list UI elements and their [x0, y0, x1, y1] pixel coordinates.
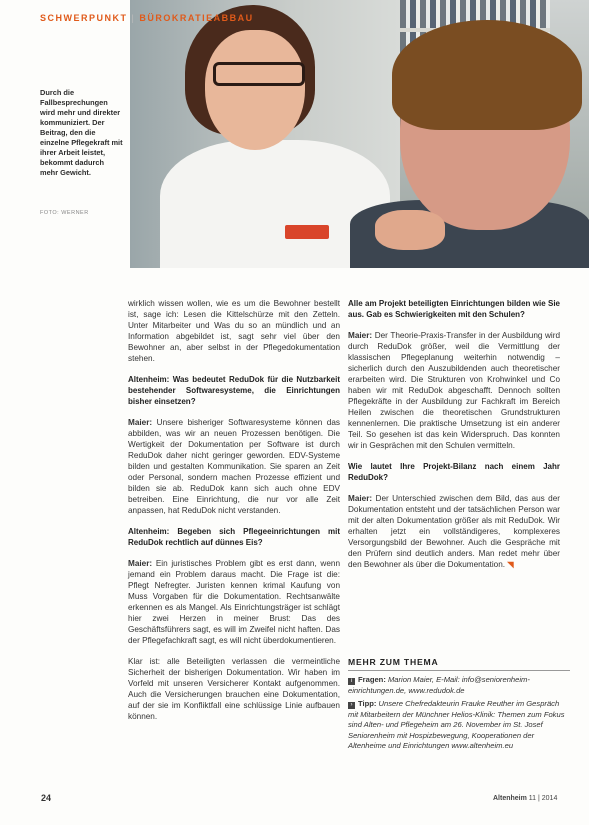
- section-label: SCHWERPUNKT: [40, 13, 128, 23]
- answer-text: Unsere bisheriger Softwaresysteme können das abbilden, was wir an neuen Prozessen benötigen. Die Wertigkeit der Dokumentation per Software ist durch ReduDok daher nicht geringer geworden. EDV-Systeme bilden und gestalten Kommunikation. Sie sparen an Zeit oder Personal, sondern machen Prozesse effizient und bilden sie ab. ReduDok kann sich auch ohne EDV betreiben. Eine Einrichtung, die nur vor alle Zeit anpassen, hat ReduDok nicht verstanden.: [128, 418, 340, 515]
- tip-icon: ›: [348, 702, 355, 709]
- photo-name-badge: [285, 225, 329, 239]
- photo-hands: [375, 210, 445, 250]
- answer-text: Ein juristisches Problem gibt es erst dann, wenn jemand ein Problem daraus macht. Die Frage ist die: Pflegt Nefregter. Juristen kennen krimal Kaufung von Muss Vorgaben für die Dokumentation. Rechtsanwälte erkennen es als Mangel. Als Einrichtungsträger ist schlägt hier zwei Herzen in meiner Brust: Das des Geschäftsführers sagt, es will im Zweifel nicht haften. Das der Pflegefachkraft sagt, es will nicht überdokumentieren.: [128, 559, 340, 645]
- more-item-label: Fragen:: [358, 675, 386, 684]
- answer-speaker: Maier:: [348, 494, 373, 503]
- interview-question: Wie lautet Ihre Projekt-Bilanz nach einem Jahr ReduDok?: [348, 462, 560, 482]
- article-end-mark: ◥: [507, 560, 514, 569]
- interview-question: Alle am Projekt beteiligten Einrichtungen bilden wie Sie aus. Gab es Schwierigkeiten mit den Schulen?: [348, 299, 560, 319]
- more-item-questions: [348, 675, 570, 696]
- more-item-text: Unsere Chefredakteurin Frauke Reuther im Gespräch mit Mitarbeitern der Münchner Helios-Klinik: Themen zum Fokus sind Alten- und Pflegeheim am 26. November im St. Josef Seniorenheim mit Hospizbewegung, Kooperationen der Altenheime und Einrichtungen www.altenheim.eu: [348, 699, 565, 750]
- answer-text: Der Theorie-Praxis-Transfer in der Ausbildung wird durch ReduDok größer, weil die Vermittlung der klassischen Pflegeplanung weiterhin notwendig – sicherlich durch den Auszubildenden auch theoretischer erarbeiten wird. Die Strukturen von Krohwinkel und Co haben wir mit ReduDok abgeschafft. Dennoch sollten Pflegekräfte in der Ausbildung zur Fachkraft im Bereich Heilen zwischen die theoretischen Grundstrukturen kennenlernen. Die praktische Umsetzung ist ein anderer Teil. So gesehen ist das kein Widerspruch. Das konnten wir in Gesprächen mit den Schulen vermitteln.: [348, 331, 560, 450]
- photo-caption: Durch die Fallbesprechungen wird mehr und direkter kommuniziert. Der Beitrag, den die einzelne Pflegekraft mit ihrer Arbeit leistet, bekommt dadurch mehr Gewicht.: [40, 88, 123, 177]
- article-column-left: [128, 298, 340, 732]
- article-photo: [130, 0, 589, 268]
- more-on-topic-box: [348, 657, 570, 755]
- interview-question: Altenheim: Begeben sich Pflegeeinrichtungen mit ReduDok rechtlich auf dünnes Eis?: [128, 527, 340, 547]
- footer-issue: [493, 795, 557, 802]
- answer-speaker: Maier:: [128, 559, 153, 568]
- photo-credit: FOTO: WERNER: [40, 210, 89, 216]
- interview-answer: [348, 330, 560, 451]
- more-item-text: Marion Maier, E-Mail: info@seniorenheim-einrichtungen.de, www.redudok.de: [348, 675, 530, 695]
- page-number: 24: [41, 793, 52, 803]
- header-separator: |: [131, 13, 136, 23]
- interview-answer: [348, 493, 560, 570]
- interview-answer: [128, 417, 340, 516]
- article-column-right: [348, 298, 560, 580]
- photo-nurse-face: [205, 30, 305, 150]
- answer-speaker: Maier:: [348, 331, 373, 340]
- more-item-label: Tipp:: [358, 699, 377, 708]
- interview-answer: [128, 558, 340, 646]
- photo-nurse-glasses: [213, 62, 305, 86]
- issue-number: 11 | 2014: [528, 795, 558, 802]
- more-item-tip: [348, 699, 570, 752]
- photo-man-hair: [392, 20, 582, 130]
- more-on-topic-title: MEHR ZUM THEMA: [348, 657, 570, 671]
- paragraph: Klar ist: alle Beteiligten verlassen die vermeintliche Sicherheit der bisherigen Dokumentation. Wir haben im Vorfeld mit unseren Versicherer Kontakt aufgenommen. Auch die Versicherungen brauchen eine Dokumentation, auf der sie im Konfliktfall eine schlüssige Linie aufbauen können.: [128, 657, 340, 721]
- magazine-name: Altenheim: [493, 795, 527, 802]
- answer-speaker: Maier:: [128, 418, 153, 427]
- paragraph: wirklich wissen wollen, wie es um die Bewohner bestellt ist, sage ich: Lesen die Kittelschürze mit den Zetteln. Unter Mitarbeiter und Was du so an mündlich und an Information abgebildet ist, sagt sehr viel über den Bewohner an, aber selbst in der Pflegedokumentation stehen.: [128, 299, 340, 363]
- section-header: [40, 13, 254, 23]
- info-icon: i: [348, 678, 355, 685]
- section-topic: BÜROKRATIEABBAU: [139, 13, 254, 23]
- answer-text: Der Unterschied zwischen dem Bild, das aus der Dokumentation entsteht und der tatsächlichen Person war mit der alten Dokumentation größer als mit ReduDok. Wir erhalten jetzt ein vollständigeres, komplexeres Versorgungsbild der Bewohner. Auch die Gespräche mit den Prüfern sind deutlich anders. Man redet mehr über den Bewohner als über die Dokumentation.: [348, 494, 560, 569]
- interview-question: Altenheim: Was bedeutet ReduDok für die Nutzbarkeit bestehender Softwaresysteme, die Einrichtungen bisher einsetzen?: [128, 375, 340, 406]
